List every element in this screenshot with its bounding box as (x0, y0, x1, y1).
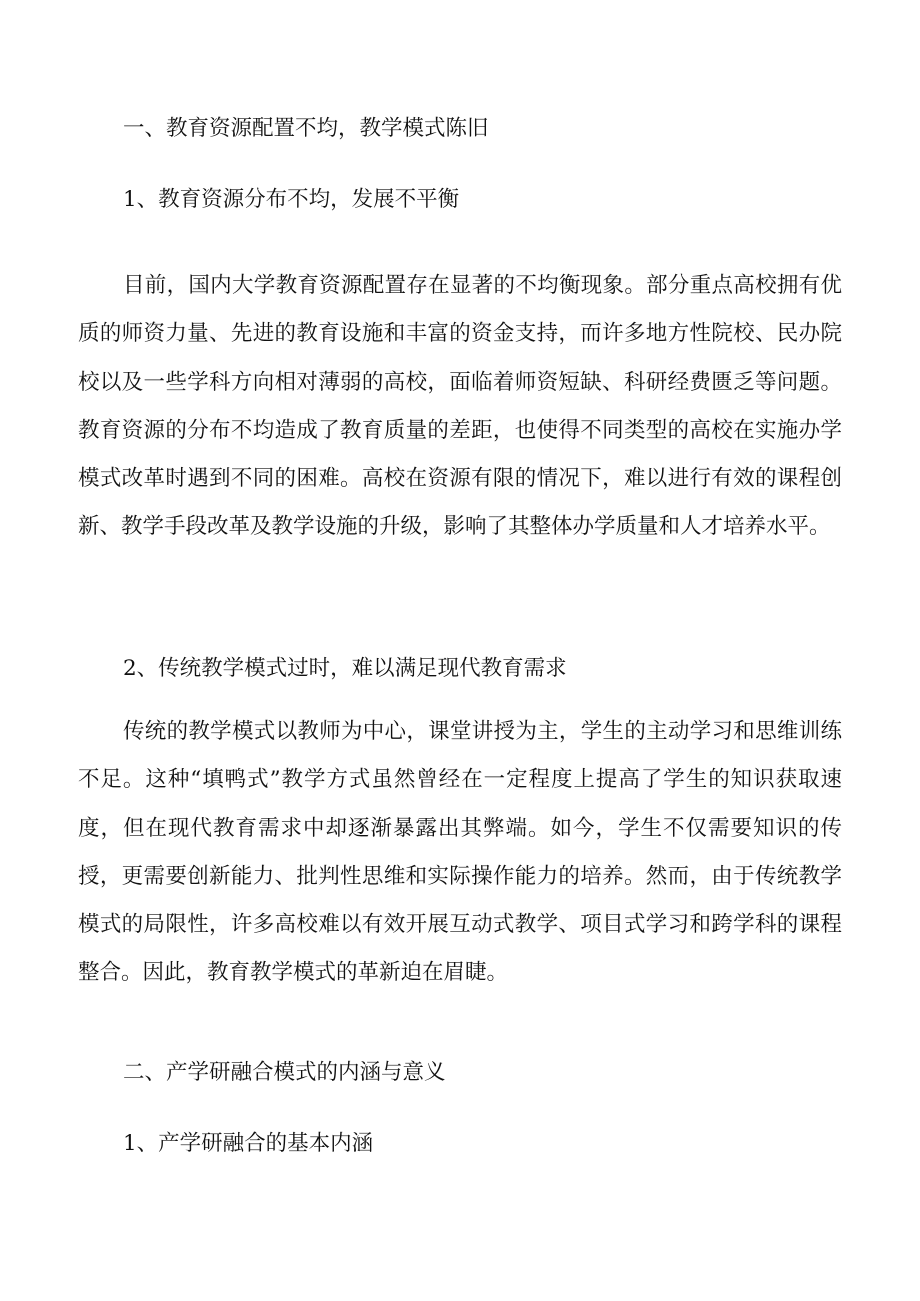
section-heading-1: 一、教育资源配置不均，教学模式陈旧 (123, 116, 489, 141)
paragraph-1-2: 传统的教学模式以教师为中心，课堂讲授为主，学生的主动学习和思维训练不足。这种“填鸭式”教学方式虽然曾经在一定程度上提高了学生的知识获取速度，但在现代教育需求中却逐渐暴露出其弊端。如今，学生不仅需要知识的传授，更需要创新能力、批判性思维和实际操作能力的培养。然而，由于传统教学模式的局限性，许多高校难以有效开展互动式教学、项目式学习和跨学科的课程整合。因此，教育教学模式的革新迫在眉睫。 (78, 719, 842, 986)
subsection-heading-2-1: 1、产学研融合的基本内涵 (123, 1131, 374, 1156)
subsection-heading-1-1: 1、教育资源分布不均，发展不平衡 (123, 187, 460, 212)
subsection-heading-1-2: 2、传统教学模式过时，难以满足现代教育需求 (123, 656, 567, 681)
paragraph-1-1: 目前，国内大学教育资源配置存在显著的不均衡现象。部分重点高校拥有优质的师资力量、先进的教育设施和丰富的资金支持，而许多地方性院校、民办院校以及一些学科方向相对薄弱的高校，面临着师资短缺、科研经费匮乏等问题。教育资源的分布不均造成了教育质量的差距，也使得不同类型的高校在实施办学模式改革时遇到不同的困难。高校在资源有限的情况下，难以进行有效的课程创新、教学手段改革及教学设施的升级，影响了其整体办学质量和人才培养水平。 (78, 273, 842, 540)
section-heading-2: 二、产学研融合模式的内涵与意义 (123, 1060, 446, 1085)
